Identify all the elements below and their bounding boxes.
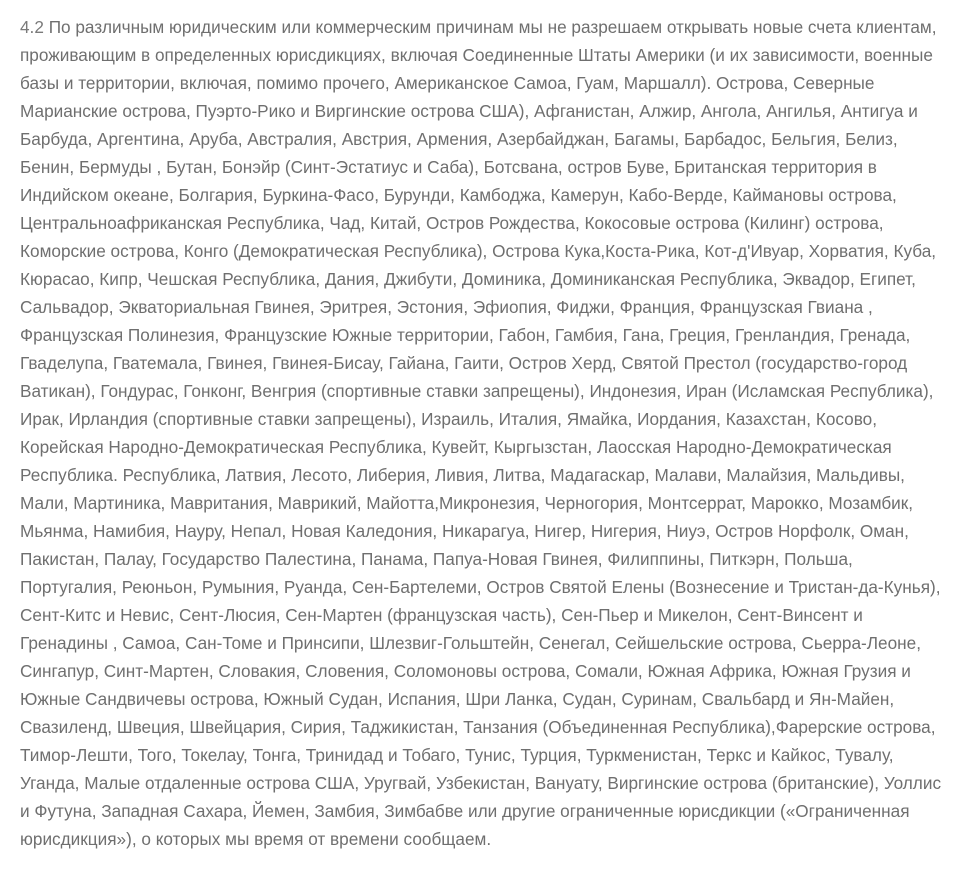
clause-number: 4.2 xyxy=(20,17,44,37)
clause-text: По различным юридическим или коммерческим причинам мы не разрешаем открывать новые счета клиентам, проживающим в определенных юрисдикциях, включая Соединенные Штаты Америки (и их зависимости, военные базы и территории, включая, помимо прочего, Американское Самоа, Гуам, Маршалл). Острова, Северные Марианские острова, Пуэрто-Рико и Виргинские острова США), Афганистан, Алжир, Ангола, Ангилья, Антигуа и Барбуда, Аргентина, Аруба, Австралия, Австрия, Армения, Азербайджан, Багамы, Барбадос, Бельгия, Белиз, Бенин, Бермуды , Бутан, Бонэйр (Синт-Эстатиус и Саба), Ботсвана, остров Буве, Британская территория в Индийском океане, Болгария, Буркина-Фасо, Бурунди, Камбоджа, Камерун, Кабо-Верде, Каймановы острова, Центральноафриканская Республика, Чад, Китай, Остров Рождества, Кокосовые острова (Килинг) острова, Коморские острова, Конго (Демократическая Республика), Острова Кука,Коста-Рика, Кот-д'Ивуар, Хорватия, Куба, Кюрасао, Кипр, Чешская Республика, Дания, Джибути, Доминика, Доминиканская Республика, Эквадор, Египет, Сальвадор, Экваториальная Гвинея, Эритрея, Эстония, Эфиопия, Фиджи, Франция, Французская Гвиана , Французская Полинезия, Французские Южные территории, Габон, Гамбия, Гана, Греция, Гренландия, Гренада, Гваделупа, Гватемала, Гвинея, Гвинея-Бисау, Гайана, Гаити, Остров Херд, Святой Престол (государство-город Ватикан), Гондурас, Гонконг, Венгрия (спортивные ставки запрещены), Индонезия, Иран (Исламская Республика), Ирак, Ирландия (спортивные ставки запрещены), Израиль, Италия, Ямайка, Иордания, Казахстан, Косово, Корейская Народно-Демократическая Республика, Кувейт, Кыргызстан, Лаосская Народно-Демократическая Республика. Республика, Латвия, Лесото, Либерия, Ливия, Литва, Мадагаскар, Малави, Малайзия, Мальдивы, Мали, Мартиника, Мавритания, Маврикий, Майотта,Микронезия, Черногория, Монтсеррат, Марокко, Мозамбик, Мьянма, Намибия, Науру, Непал, Новая Каледония, Никарагуа, Нигер, Нигерия, Ниуэ, Остров Норфолк, Оман, Пакистан, Палау, Государство Палестина, Панама, Папуа-Новая Гвинея, Филиппины, Питкэрн, Польша, Португалия, Реюньон, Румыния, Руанда, Сен-Бартелеми, Остров Святой Елены (Вознесение и Тристан-да-Кунья), Сент-Китс и Невис, Сент-Люсия, Сен-Мартен (французская часть), Сен-Пьер и Микелон, Сент-Винсент и Гренадины , Самоа, Сан-Томе и Принсипи, Шлезвиг-Гольштейн, Сенегал, Сейшельские острова, Сьерра-Леоне, Сингапур, Синт-Мартен, Словакия, Словения, Соломоновы острова, Сомали, Южная Африка, Южная Грузия и Южные Сандвичевы острова, Южный Судан, Испания, Шри Ланка, Судан, Суринам, Свальбард и Ян-Майен, Свазиленд, Швеция, Швейцария, Сирия, Таджикистан, Танзания (Объединенная Республика),Фарерские острова, Тимор-Лешти, Того, Токелау, Тонга, Тринидад и Тобаго, Тунис, Турция, Туркменистан, Теркс и Кайкос, Тувалу, Уганда, Малые отдаленные острова США, Уругвай, Узбекистан, Вануату, Виргинские острова (британские), Уоллис и Футуна, Западная Сахара, Йемен, Замбия, Зимбабве или другие ограниченные юрисдикции («Ограниченная юрисдикция»), о которых мы время от времени сообщаем. xyxy=(20,17,942,849)
clause-paragraph xyxy=(20,13,954,853)
